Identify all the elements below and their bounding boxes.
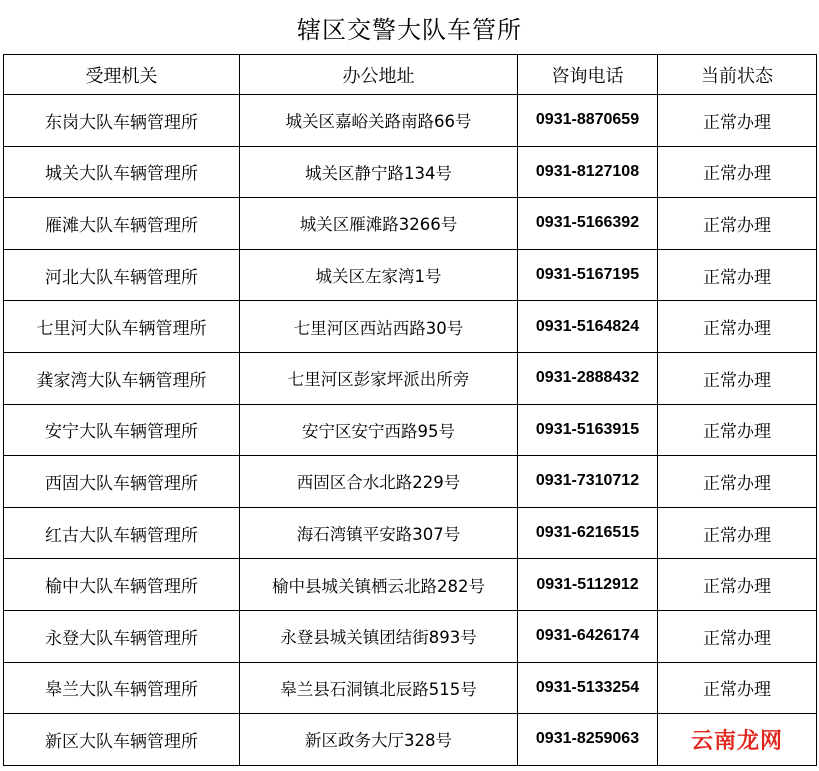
phone-cell: 0931-5133254 bbox=[518, 662, 658, 714]
status-cell: 正常办理 bbox=[658, 301, 817, 353]
office-cell: 永登大队车辆管理所 bbox=[4, 610, 240, 662]
phone-cell: 0931-2888432 bbox=[518, 352, 658, 404]
status-cell: 正常办理 bbox=[658, 249, 817, 301]
table-row bbox=[4, 301, 817, 353]
phone-cell: 0931-5164824 bbox=[518, 301, 658, 353]
column-header-address: 办公地址 bbox=[240, 55, 518, 95]
column-header-office: 受理机关 bbox=[4, 55, 240, 95]
office-cell: 安宁大队车辆管理所 bbox=[4, 404, 240, 456]
office-cell: 东岗大队车辆管理所 bbox=[4, 95, 240, 147]
office-cell: 雁滩大队车辆管理所 bbox=[4, 198, 240, 250]
address-cell: 城关区雁滩路3266号 bbox=[240, 198, 518, 250]
table-row bbox=[4, 198, 817, 250]
phone-cell: 0931-5112912 bbox=[518, 559, 658, 611]
status-cell: 正常办理 bbox=[658, 146, 817, 198]
address-cell: 榆中县城关镇栖云北路282号 bbox=[240, 559, 518, 611]
phone-cell: 0931-8870659 bbox=[518, 95, 658, 147]
status-cell: 正常办理 bbox=[658, 95, 817, 147]
phone-cell: 0931-6216515 bbox=[518, 507, 658, 559]
address-cell: 城关区左家湾1号 bbox=[240, 249, 518, 301]
status-cell: 正常办理 bbox=[658, 662, 817, 714]
address-cell: 皋兰县石洞镇北辰路515号 bbox=[240, 662, 518, 714]
status-cell: 正常办理 bbox=[658, 610, 817, 662]
address-cell: 城关区嘉峪关路南路66号 bbox=[240, 95, 518, 147]
address-cell: 七里河区西站西路30号 bbox=[240, 301, 518, 353]
table-row bbox=[4, 249, 817, 301]
table-row bbox=[4, 352, 817, 404]
column-header-status: 当前状态 bbox=[658, 55, 817, 95]
table-row bbox=[4, 507, 817, 559]
table-row bbox=[4, 456, 817, 508]
site-watermark-logo: 云南龙网 bbox=[690, 729, 783, 754]
vehicle-office-table bbox=[3, 54, 817, 766]
office-cell: 河北大队车辆管理所 bbox=[4, 249, 240, 301]
status-cell: 正常办理 bbox=[658, 198, 817, 250]
table-header-row bbox=[4, 55, 817, 95]
table-row bbox=[4, 146, 817, 198]
office-cell: 皋兰大队车辆管理所 bbox=[4, 662, 240, 714]
status-cell: 正常办理 bbox=[658, 352, 817, 404]
phone-cell: 0931-5166392 bbox=[518, 198, 658, 250]
phone-cell: 0931-6426174 bbox=[518, 610, 658, 662]
address-cell: 永登县城关镇团结街893号 bbox=[240, 610, 518, 662]
office-cell: 红古大队车辆管理所 bbox=[4, 507, 240, 559]
table-row bbox=[4, 404, 817, 456]
phone-cell: 0931-8127108 bbox=[518, 146, 658, 198]
status-cell: 正常办理 bbox=[658, 456, 817, 508]
column-header-phone: 咨询电话 bbox=[518, 55, 658, 95]
office-cell: 新区大队车辆管理所 bbox=[4, 714, 240, 766]
table-row bbox=[4, 559, 817, 611]
phone-cell: 0931-7310712 bbox=[518, 456, 658, 508]
status-cell: 正常办理 bbox=[658, 559, 817, 611]
office-cell: 西固大队车辆管理所 bbox=[4, 456, 240, 508]
office-cell: 龚家湾大队车辆管理所 bbox=[4, 352, 240, 404]
office-cell: 城关大队车辆管理所 bbox=[4, 146, 240, 198]
phone-cell: 0931-5163915 bbox=[518, 404, 658, 456]
phone-cell: 0931-5167195 bbox=[518, 249, 658, 301]
status-cell: 正常办理 bbox=[658, 404, 817, 456]
address-cell: 西固区合水北路229号 bbox=[240, 456, 518, 508]
status-cell: 正常办理 bbox=[658, 507, 817, 559]
address-cell: 安宁区安宁西路95号 bbox=[240, 404, 518, 456]
table-row bbox=[4, 662, 817, 714]
office-cell: 榆中大队车辆管理所 bbox=[4, 559, 240, 611]
office-cell: 七里河大队车辆管理所 bbox=[4, 301, 240, 353]
table-row bbox=[4, 610, 817, 662]
phone-cell: 0931-8259063 bbox=[518, 714, 658, 766]
address-cell: 城关区静宁路134号 bbox=[240, 146, 518, 198]
table-row bbox=[4, 95, 817, 147]
address-cell: 海石湾镇平安路307号 bbox=[240, 507, 518, 559]
address-cell: 新区政务大厅328号 bbox=[240, 714, 518, 766]
page-title: 辖区交警大队车管所 bbox=[297, 15, 522, 44]
address-cell: 七里河区彭家坪派出所旁 bbox=[240, 352, 518, 404]
